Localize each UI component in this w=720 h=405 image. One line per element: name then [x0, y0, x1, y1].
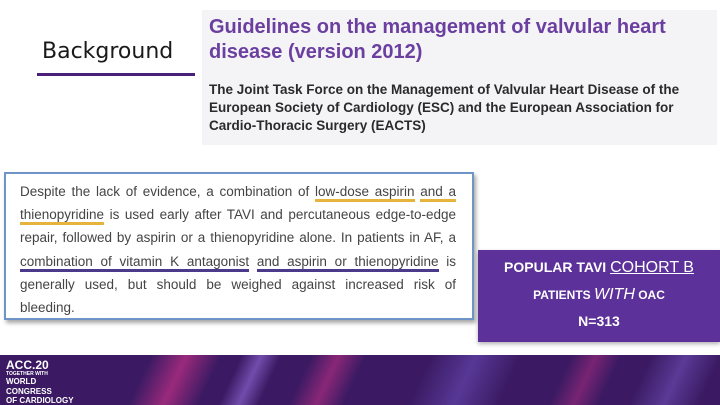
guideline-excerpt-box	[4, 172, 474, 320]
footer-streak	[628, 355, 720, 405]
logo-line-4: OF CARDIOLOGY	[6, 396, 74, 405]
excerpt-text	[20, 180, 456, 319]
cohort-callout	[478, 250, 720, 342]
footer-streak	[548, 355, 621, 405]
highlight-aspirin-thienopyridine: and aspirin or thienopyridine	[257, 254, 439, 272]
excerpt-text-3: is generally used, but should be weighed against increased risk of bleeding.	[20, 253, 456, 316]
footer-streak	[408, 355, 521, 405]
footer-streak	[128, 355, 221, 405]
footer-streak	[218, 355, 281, 405]
cohort-population-prefix: PATIENTS	[533, 288, 594, 302]
title-underline	[37, 73, 195, 76]
cohort-name-prefix: POPULAR TAVI	[504, 259, 611, 275]
cohort-population	[478, 286, 720, 304]
cohort-population-suffix: OAC	[634, 288, 665, 302]
logo-line-3: WORLD CONGRESS	[6, 377, 52, 396]
cohort-population-emphasis: WITH	[594, 286, 635, 303]
cohort-name-emphasis: COHORT B	[610, 259, 694, 276]
highlight-vka-combination: combination of vitamin K antagonist	[20, 254, 249, 272]
excerpt-text-1: Despite the lack of evidence, a combination of	[20, 184, 315, 199]
guidelines-header-image	[202, 10, 717, 145]
footer-band	[0, 355, 720, 405]
highlight-aspirin: low-dose aspirin	[315, 184, 415, 202]
excerpt-text-2: is used early after TAVI and percutaneous edge-to-edge repair, followed by aspirin or a thienopyridine alone. In patients in AF, a	[20, 207, 456, 246]
footer-streak	[288, 355, 366, 405]
logo-line-2: TOGETHER WITH	[6, 371, 48, 377]
guidelines-title: Guidelines on the management of valvular heart disease (version 2012)	[209, 16, 666, 63]
slide-title: Background	[42, 39, 174, 64]
cohort-count: N=313	[578, 313, 620, 329]
highlight-thienopyridine: and a thienopyridine	[20, 184, 456, 225]
cohort-name	[478, 259, 720, 277]
logo-line-1: ACC.20	[6, 358, 49, 372]
acc-congress-logo	[6, 359, 76, 405]
guidelines-subtitle: The Joint Task Force on the Management of Valvular Heart Disease of the European Society of Cardiology (ESC) and the European Association for Cardio-Thoracic Surgery (EACTS)	[209, 82, 680, 133]
